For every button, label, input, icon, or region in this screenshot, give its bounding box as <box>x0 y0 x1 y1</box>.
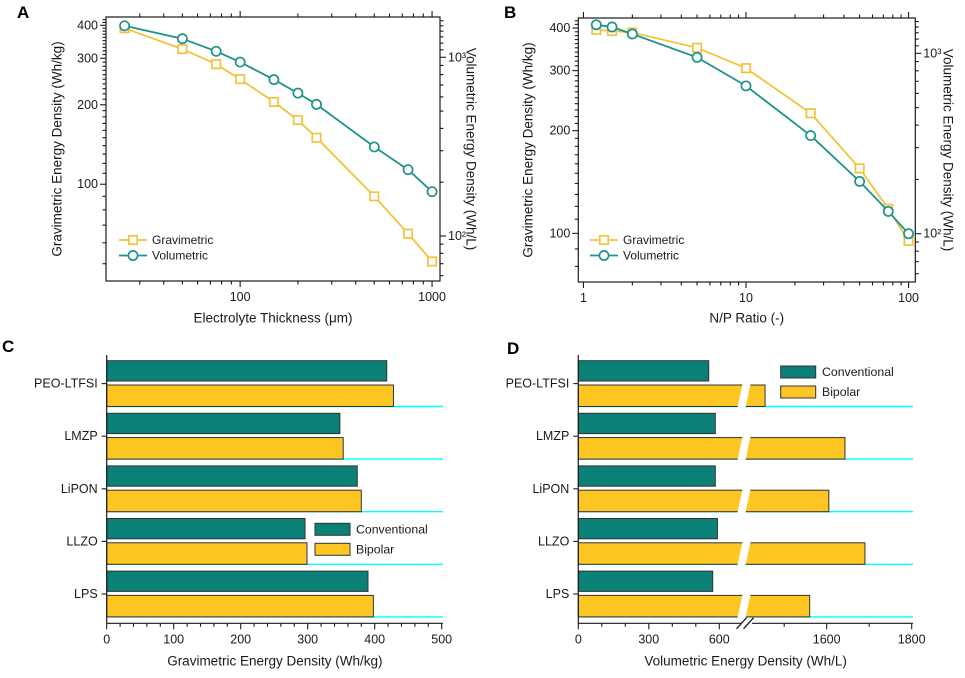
marker-square <box>600 236 608 244</box>
legend-label: Gravimetric <box>152 233 214 247</box>
x-tick-label: 300 <box>638 632 660 647</box>
marker-circle <box>904 229 913 238</box>
y-left-tick-label: 400 <box>77 18 98 33</box>
x-axis-title: Gravimetric Energy Density (Wh/kg) <box>167 653 383 669</box>
bar-conventional-llzo <box>107 519 305 539</box>
y-right-axis-title: Volumetric Energy Density (Wh/L) <box>463 47 479 251</box>
x-tick-label: 1800 <box>897 632 926 647</box>
panel-label-c: C <box>2 337 15 356</box>
marker-circle <box>427 187 436 196</box>
y-left-axis-title: Gravimetric Energy Density (Wh/kg) <box>520 42 536 258</box>
legend-label: Bipolar <box>822 385 861 399</box>
bar-bipolar-lmzp <box>578 438 845 460</box>
marker-square <box>212 60 220 68</box>
marker-circle <box>293 89 302 98</box>
series-line-gravimetric <box>125 28 433 261</box>
bar-conventional-lps <box>107 571 368 591</box>
category-label: PEO-LTFSI <box>34 376 98 391</box>
bar-conventional-lipon <box>107 466 358 486</box>
x-tick-label: 1000 <box>418 290 446 304</box>
marker-circle <box>692 53 701 62</box>
marker-square <box>294 116 302 124</box>
bar-bipolar-lps <box>107 595 374 617</box>
panel-a <box>50 11 479 326</box>
marker-square <box>236 75 244 83</box>
marker-circle <box>599 251 608 260</box>
marker-square <box>129 236 137 244</box>
x-tick-label: 600 <box>708 632 730 647</box>
marker-circle <box>592 20 601 29</box>
y-right-tick-label: 10³ <box>448 50 467 65</box>
bar-bipolar-lmzp <box>107 438 344 460</box>
x-axis-title: N/P Ratio (-) <box>709 310 785 326</box>
marker-square <box>370 192 378 200</box>
panel-b <box>521 12 956 326</box>
x-tick-label: 100 <box>898 291 920 305</box>
x-tick-label: 100 <box>163 632 185 647</box>
marker-circle <box>741 81 750 90</box>
legend-swatch <box>781 386 816 398</box>
bar-conventional-peo-ltfsi <box>107 361 387 381</box>
y-left-tick-label: 300 <box>549 63 571 78</box>
marker-circle <box>269 75 278 84</box>
bar-conventional-lmzp <box>107 413 340 433</box>
category-label: LLZO <box>538 534 570 549</box>
category-label: LPS <box>545 587 570 601</box>
y-left-tick-label: 100 <box>77 177 98 192</box>
x-axis-title: Volumetric Energy Density (Wh/L) <box>644 653 847 669</box>
panel-label-b: B <box>504 3 517 22</box>
marker-circle <box>607 22 616 31</box>
bar-bipolar-lps <box>578 595 809 617</box>
x-tick-label: 500 <box>431 632 453 647</box>
marker-circle <box>120 21 129 30</box>
legend-label: Bipolar <box>356 542 395 557</box>
x-tick-label: 0 <box>103 632 111 647</box>
bar-conventional-lps <box>578 571 712 591</box>
series-line-volumetric <box>125 26 433 192</box>
y-left-tick-label: 200 <box>549 123 571 138</box>
bar-bipolar-peo-ltfsi <box>107 385 394 407</box>
y-right-axis-title: Volumetric Energy Density (Wh/L) <box>940 48 956 252</box>
category-label: LPS <box>74 587 98 601</box>
x-tick-label: 0 <box>574 632 582 647</box>
marker-circle <box>884 207 893 216</box>
category-label: LMZP <box>64 429 98 444</box>
marker-square <box>742 64 750 72</box>
marker-square <box>270 98 278 106</box>
category-label: LMZP <box>535 429 570 444</box>
panel-c <box>34 355 452 669</box>
legend-label: Conventional <box>822 365 894 379</box>
bar-bipolar-llzo <box>107 543 307 565</box>
y-left-tick-label: 100 <box>549 226 571 241</box>
legend-label: Volumetric <box>623 248 680 263</box>
bar-bipolar-llzo <box>578 543 865 565</box>
y-left-tick-label: 400 <box>549 21 571 36</box>
y-left-tick-label: 300 <box>77 51 98 66</box>
marker-square <box>178 45 186 53</box>
category-label: LLZO <box>66 534 98 549</box>
legend-label: Gravimetric <box>623 233 685 247</box>
y-left-tick-label: 200 <box>77 97 98 112</box>
x-tick-label: 1 <box>579 291 587 305</box>
x-tick-label: 1600 <box>812 632 841 647</box>
marker-square <box>312 134 320 142</box>
marker-circle <box>370 142 379 151</box>
series-line-gravimetric <box>596 30 908 241</box>
series-line-volumetric <box>596 25 908 234</box>
x-tick-label: 200 <box>230 632 252 647</box>
y-right-tick-label: 10³ <box>923 46 942 61</box>
marker-circle <box>178 34 187 43</box>
marker-square <box>404 229 412 237</box>
marker-circle <box>806 131 815 140</box>
x-tick-label: 300 <box>297 632 319 647</box>
bar-conventional-lipon <box>578 466 715 486</box>
category-label: PEO-LTFSI <box>505 376 570 391</box>
legend-swatch <box>315 543 350 555</box>
panel-label-a: A <box>17 3 30 22</box>
y-right-tick-label: 10² <box>923 226 942 241</box>
bar-bipolar-peo-ltfsi <box>578 385 765 407</box>
marker-circle <box>312 100 321 109</box>
marker-circle <box>212 47 221 56</box>
panel-d <box>506 355 926 669</box>
marker-square <box>806 109 814 117</box>
marker-circle <box>403 165 412 174</box>
marker-circle <box>236 57 245 66</box>
legend-label: Volumetric <box>152 248 209 263</box>
x-tick-label: 400 <box>364 632 386 647</box>
x-tick-label: 100 <box>229 290 251 304</box>
bar-conventional-lmzp <box>578 413 715 433</box>
legend-label: Conventional <box>356 522 428 537</box>
legend-swatch <box>315 523 350 535</box>
marker-circle <box>628 29 637 38</box>
y-right-tick-label: 10² <box>448 228 467 243</box>
x-tick-label: 10 <box>739 291 753 305</box>
marker-square <box>855 164 863 172</box>
bar-conventional-peo-ltfsi <box>578 361 708 381</box>
category-label: LiPON <box>60 481 98 496</box>
legend-swatch <box>781 366 816 378</box>
x-axis-title: Electrolyte Thickness (μm) <box>193 310 353 326</box>
marker-circle <box>855 177 864 186</box>
bar-bipolar-lipon <box>578 490 829 512</box>
bar-bipolar-lipon <box>107 490 362 512</box>
panel-label-d: D <box>507 339 520 358</box>
category-label: LiPON <box>532 481 570 496</box>
marker-square <box>428 257 436 265</box>
bar-conventional-llzo <box>578 519 717 539</box>
marker-circle <box>128 251 137 260</box>
marker-square <box>693 44 701 52</box>
y-left-axis-title: Gravimetric Energy Density (Wh/kg) <box>49 41 65 257</box>
